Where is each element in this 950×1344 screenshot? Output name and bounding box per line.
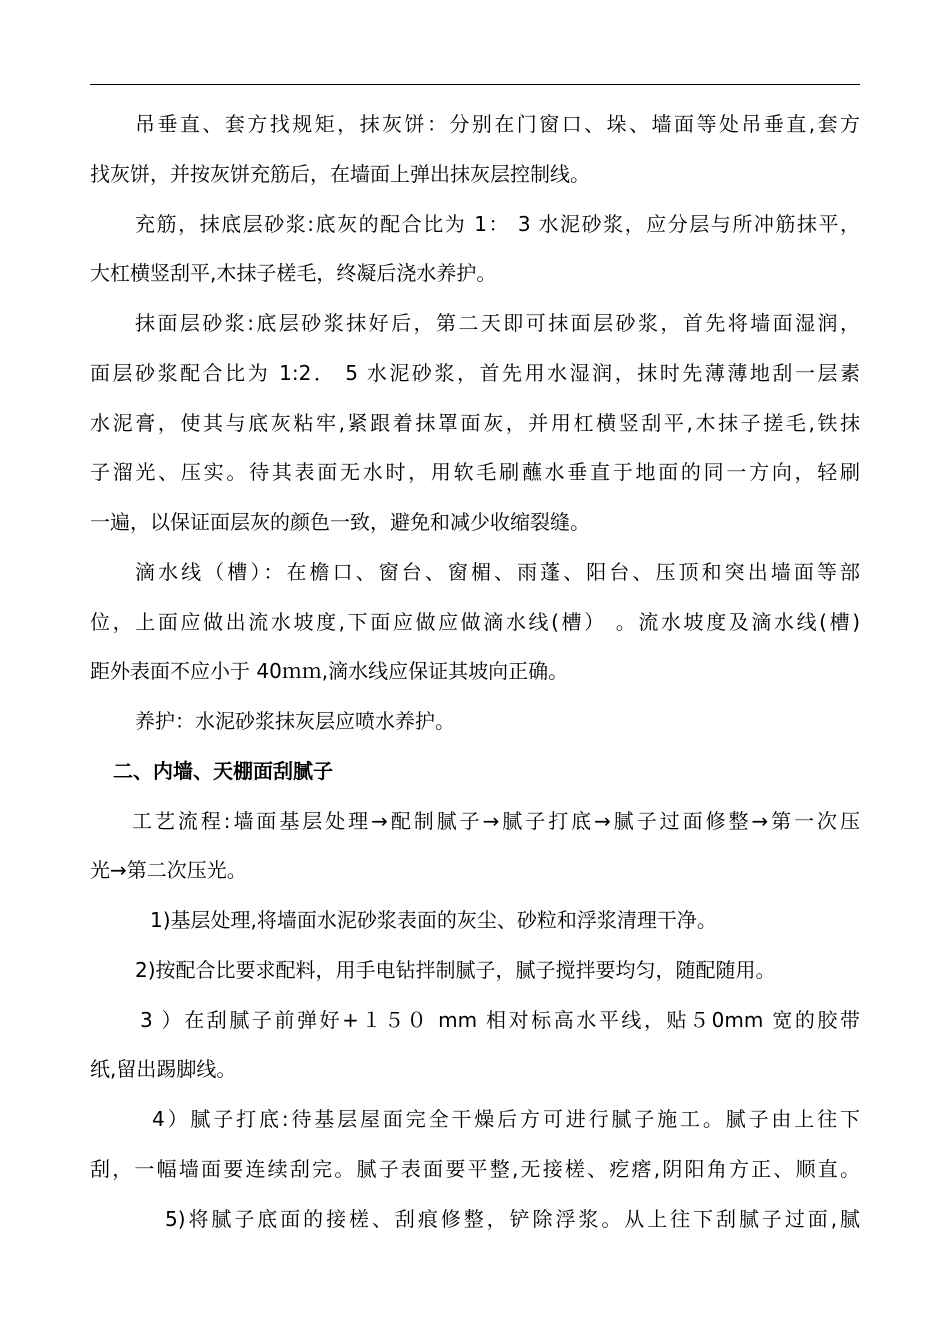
- list-item: 3 ）在刮腻子前弹好+１５０ mm 相对标高水平线，贴５0mm 宽的胶带: [140, 1008, 860, 1032]
- paragraph-line: 刮，一幅墙面要连续刮完。腻子表面要平整,无接槎、疙瘩,阴阳角方正、顺直。: [90, 1157, 860, 1181]
- section-heading: 二、内墙、天棚面刮腻子: [113, 759, 333, 783]
- paragraph-line: 距外表面不应小于 40ｍｍ,滴水线应保证其坡向正确。: [90, 659, 569, 683]
- paragraph-line: 吊垂直、套方找规矩，抹灰饼：分别在门窗口、垛、墙面等处吊垂直,套方: [135, 112, 860, 136]
- paragraph-line: 滴水线（槽）：在檐口、窗台、窗楣、雨蓬、阳台、压顶和突出墙面等部: [135, 560, 860, 584]
- paragraph-line: 抹面层砂浆:底层砂浆抹好后，第二天即可抹面层砂浆，首先将墙面湿润，: [135, 311, 860, 335]
- paragraph-line: 水泥膏，使其与底灰粘牢,紧跟着抹罩面灰，并用杠横竖刮平,木抹子搓毛,铁抹: [90, 411, 860, 435]
- paragraph-line: 位，上面应做出流水坡度,下面应做应做滴水线(槽） 。流水坡度及滴水线(槽): [90, 610, 860, 634]
- paragraph-line: 纸,留出踢脚线。: [90, 1057, 237, 1081]
- list-item: 2)按配合比要求配料，用手电钻拌制腻子，腻子搅拌要均匀，随配随用。: [135, 958, 776, 982]
- list-item: 4）腻子打底:待基层屋面完全干燥后方可进行腻子施工。腻子由上往下: [152, 1107, 860, 1131]
- header-rule: [90, 84, 860, 85]
- paragraph-line: 面层砂浆配合比为 1:2． 5 水泥砂浆，首先用水湿润，抹时先薄薄地刮一层素: [90, 361, 860, 385]
- paragraph-line: 充筋，抹底层砂浆:底灰的配合比为 1： 3 水泥砂浆，应分层与所冲筋抹平，: [135, 212, 860, 236]
- paragraph-line: 工艺流程:墙面基层处理→配制腻子→腻子打底→腻子过面修整→第一次压: [132, 809, 860, 833]
- paragraph-line: 一遍，以保证面层灰的颜色一致，避免和减少收缩裂缝。: [90, 510, 590, 534]
- paragraph-line: 子溜光、压实。待其表面无水时，用软毛刷蘸水垂直于地面的同一方向，轻刷: [90, 460, 860, 484]
- paragraph-line: 光→第二次压光。: [90, 858, 247, 882]
- list-item: 5)将腻子底面的接槎、刮痕修整，铲除浮浆。从上往下刮腻子过面,腻: [165, 1207, 860, 1231]
- paragraph-line: 大杠横竖刮平,木抹子槎毛，终凝后浇水养护。: [90, 261, 497, 285]
- list-item: 1)基层处理,将墙面水泥砂浆表面的灰尘、砂粒和浮浆清理干净。: [150, 908, 717, 932]
- paragraph-line: 养护：水泥砂浆抹灰层应喷水养护。: [135, 709, 455, 733]
- paragraph-line: 找灰饼，并按灰饼充筋后，在墙面上弹出抹灰层控制线。: [90, 162, 590, 186]
